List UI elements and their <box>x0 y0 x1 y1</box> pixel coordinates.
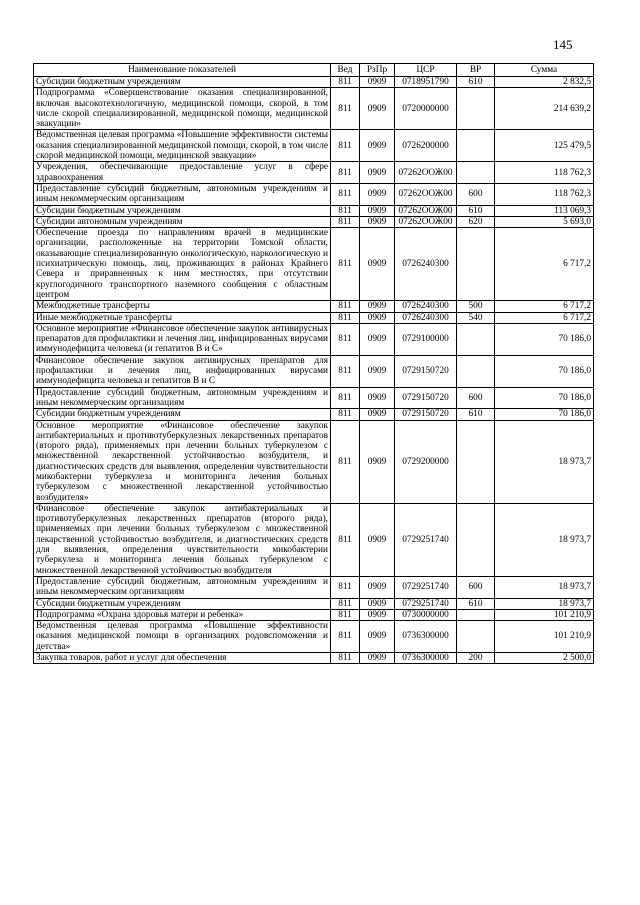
cell-rzpr: 0909 <box>360 301 395 312</box>
cell-name: Учреждения, обеспечивающие предоставление услуг в сфере здравоохранения <box>34 162 331 184</box>
cell-name: Финансовое обеспечение закупок антибактериальных и противотуберкулезных лекарственных препаратов (второго ряда), применяемых при лечении больных туберкулезом с множественной лекарственной устойчивостью возбудителя, и диагностических средств для выявления, определения чувствительности микобактерии туберкулеза и мониторинга лечения больных туберкулезом с множественной лекарственной устойчивостью возбудителя <box>34 503 331 576</box>
cell-name: Основное мероприятие «Финансовое обеспечение закупок антивирусных препаратов для профилактики и лечения лиц, инфицированных вирусами иммунодефицита человека (и гепатитов В и С» <box>34 323 331 355</box>
cell-csr: 0729150720 <box>395 387 457 409</box>
cell-name: Предоставление субсидий бюджетным, автономным учреждениям и иным некоммерческим организациям <box>34 576 331 598</box>
cell-sum: 118 762,3 <box>495 183 594 205</box>
cell-ved: 811 <box>331 621 360 653</box>
table-row <box>34 88 594 130</box>
cell-sum: 18 973,7 <box>495 420 594 503</box>
table-row <box>34 609 594 620</box>
cell-ved: 811 <box>331 301 360 312</box>
cell-rzpr: 0909 <box>360 88 395 130</box>
cell-name: Предоставление субсидий бюджетным, автономным учреждениям и иным некоммерческим организациям <box>34 183 331 205</box>
table-row <box>34 653 594 664</box>
table-row <box>34 409 594 420</box>
cell-sum: 6 717,2 <box>495 301 594 312</box>
cell-rzpr: 0909 <box>360 409 395 420</box>
cell-sum: 113 069,3 <box>495 205 594 216</box>
cell-sum: 125 479,5 <box>495 130 594 162</box>
table-row <box>34 301 594 312</box>
table-header-row <box>34 64 594 77</box>
table-row <box>34 312 594 323</box>
table-row <box>34 216 594 227</box>
cell-vr <box>457 420 495 503</box>
cell-ved: 811 <box>331 77 360 88</box>
cell-sum: 18 973,7 <box>495 598 594 609</box>
cell-ved: 811 <box>331 653 360 664</box>
cell-vr <box>457 228 495 301</box>
cell-csr: 0726240300 <box>395 301 457 312</box>
cell-ved: 811 <box>331 420 360 503</box>
cell-rzpr: 0909 <box>360 653 395 664</box>
cell-rzpr: 0909 <box>360 228 395 301</box>
cell-rzpr: 0909 <box>360 323 395 355</box>
cell-name: Иные межбюджетные трансферты <box>34 312 331 323</box>
cell-sum: 18 973,7 <box>495 503 594 576</box>
table-row <box>34 621 594 653</box>
table-row <box>34 420 594 503</box>
cell-sum: 2 832,5 <box>495 77 594 88</box>
cell-sum: 101 210,9 <box>495 621 594 653</box>
table-row <box>34 503 594 576</box>
cell-rzpr: 0909 <box>360 183 395 205</box>
table-row <box>34 162 594 184</box>
cell-sum: 18 973,7 <box>495 576 594 598</box>
cell-csr: 0726200000 <box>395 130 457 162</box>
header-csr: ЦСР <box>395 64 457 77</box>
cell-rzpr: 0909 <box>360 576 395 598</box>
cell-name: Субсидии бюджетным учреждениям <box>34 77 331 88</box>
cell-csr: 0729251740 <box>395 598 457 609</box>
cell-name: Подпрограмма «Совершенствование оказания специализированной, включая высокотехнологичную, медицинской помощи, скорой, в том числе скорой специализированной, медицинской помощи, медицинской эвакуации» <box>34 88 331 130</box>
cell-sum: 2 500,0 <box>495 653 594 664</box>
cell-name: Ведомственная целевая программа «Повышение эффективности системы оказания специализированной медицинской помощи, скорой, в том числе скорой медицинской помощи, медицинской эвакуации» <box>34 130 331 162</box>
cell-name: Предоставление субсидий бюджетным, автономным учреждениям и иным некоммерческим организациям <box>34 387 331 409</box>
cell-rzpr: 0909 <box>360 598 395 609</box>
cell-vr: 610 <box>457 409 495 420</box>
cell-csr: 0729150720 <box>395 355 457 387</box>
cell-vr: 610 <box>457 205 495 216</box>
cell-name: Субсидии бюджетным учреждениям <box>34 409 331 420</box>
cell-name: Субсидии автономным учреждениям <box>34 216 331 227</box>
cell-rzpr: 0909 <box>360 609 395 620</box>
cell-sum: 70 186,0 <box>495 323 594 355</box>
cell-sum: 70 186,0 <box>495 387 594 409</box>
cell-csr: 0718951790 <box>395 77 457 88</box>
cell-ved: 811 <box>331 409 360 420</box>
table-row <box>34 355 594 387</box>
cell-sum: 70 186,0 <box>495 409 594 420</box>
cell-vr <box>457 621 495 653</box>
table-body <box>34 77 594 664</box>
cell-csr: 0730000000 <box>395 609 457 620</box>
cell-csr: 0729251740 <box>395 503 457 576</box>
cell-ved: 811 <box>331 609 360 620</box>
table-row <box>34 323 594 355</box>
cell-rzpr: 0909 <box>360 130 395 162</box>
cell-ved: 811 <box>331 216 360 227</box>
cell-csr: 0729100000 <box>395 323 457 355</box>
cell-sum: 101 210,9 <box>495 609 594 620</box>
cell-name: Субсидии бюджетным учреждениям <box>34 205 331 216</box>
cell-ved: 811 <box>331 162 360 184</box>
cell-name: Финансовое обеспечение закупок антивирусных препаратов для профилактики и лечения лиц, инфицированных вирусами иммунодефицита человека и гепатитов В и С <box>34 355 331 387</box>
cell-vr <box>457 88 495 130</box>
page-number: 145 <box>553 37 573 52</box>
cell-name: Обеспечение проезда по направлениям врачей в медицинские организации, расположенные на территории Томской области, оказывающие специализированную онкологическую, наркологическую и психиатрическую помощь, лиц, проживающих в районах Крайнего Севера и приравненных к ним местностях, при отсутствии круглогодичного транспортного наземного сообщения с областным центром <box>34 228 331 301</box>
cell-ved: 811 <box>331 503 360 576</box>
cell-name: Закупка товаров, работ и услуг для обеспечения <box>34 653 331 664</box>
cell-sum: 6 717,2 <box>495 228 594 301</box>
cell-rzpr: 0909 <box>360 312 395 323</box>
cell-name: Субсидии бюджетным учреждениям <box>34 598 331 609</box>
cell-csr: 0720000000 <box>395 88 457 130</box>
cell-vr: 600 <box>457 576 495 598</box>
cell-vr <box>457 609 495 620</box>
cell-vr: 620 <box>457 216 495 227</box>
cell-vr <box>457 355 495 387</box>
cell-vr <box>457 323 495 355</box>
cell-name: Подпрограмма «Охрана здоровья матери и ребенка» <box>34 609 331 620</box>
table-row <box>34 205 594 216</box>
cell-rzpr: 0909 <box>360 205 395 216</box>
cell-ved: 811 <box>331 183 360 205</box>
cell-csr: 0729200000 <box>395 420 457 503</box>
cell-csr: 0736300000 <box>395 653 457 664</box>
header-rzpr: РзПр <box>360 64 395 77</box>
cell-ved: 811 <box>331 312 360 323</box>
cell-ved: 811 <box>331 323 360 355</box>
cell-rzpr: 0909 <box>360 355 395 387</box>
cell-csr: 0726240300 <box>395 312 457 323</box>
table-row <box>34 576 594 598</box>
cell-rzpr: 0909 <box>360 162 395 184</box>
cell-ved: 811 <box>331 130 360 162</box>
cell-csr: 07262ООЖ00 <box>395 183 457 205</box>
table-row <box>34 598 594 609</box>
table-row <box>34 183 594 205</box>
cell-vr <box>457 130 495 162</box>
budget-table <box>33 63 594 664</box>
cell-ved: 811 <box>331 88 360 130</box>
cell-sum: 118 762,3 <box>495 162 594 184</box>
cell-csr: 0726240300 <box>395 228 457 301</box>
cell-vr: 610 <box>457 77 495 88</box>
cell-sum: 6 717,2 <box>495 312 594 323</box>
cell-csr: 07262ООЖ00 <box>395 162 457 184</box>
cell-rzpr: 0909 <box>360 420 395 503</box>
cell-name: Ведомственная целевая программа «Повышение эффективности оказания медицинской помощи в организациях родовспоможения и детства» <box>34 621 331 653</box>
cell-csr: 0729251740 <box>395 576 457 598</box>
cell-rzpr: 0909 <box>360 77 395 88</box>
cell-rzpr: 0909 <box>360 503 395 576</box>
cell-name: Межбюджетные трансферты <box>34 301 331 312</box>
cell-vr: 610 <box>457 598 495 609</box>
header-name: Наименование показателей <box>34 64 331 77</box>
cell-vr <box>457 503 495 576</box>
cell-ved: 811 <box>331 387 360 409</box>
cell-vr: 540 <box>457 312 495 323</box>
cell-vr <box>457 162 495 184</box>
cell-ved: 811 <box>331 576 360 598</box>
cell-sum: 214 639,2 <box>495 88 594 130</box>
cell-csr: 07262ООЖ00 <box>395 205 457 216</box>
header-ved: Вед <box>331 64 360 77</box>
cell-vr: 200 <box>457 653 495 664</box>
cell-ved: 811 <box>331 598 360 609</box>
cell-csr: 07262ООЖ00 <box>395 216 457 227</box>
cell-name: Основное мероприятие «Финансовое обеспечение закупок антибактериальных и противотуберкулезных лекарственных препаратов (второго ряда), применяемых при лечении больных туберкулезом с множественной лекарственной устойчивостью возбудителя, и диагностических средств для выявления, определения чувствительности микобактерии туберкулеза и мониторинга лечения больных туберкулезом с множественной лекарственной устойчивостью возбудителя» <box>34 420 331 503</box>
cell-ved: 811 <box>331 355 360 387</box>
header-sum: Сумма <box>495 64 594 77</box>
table-row <box>34 228 594 301</box>
cell-ved: 811 <box>331 205 360 216</box>
header-vr: ВР <box>457 64 495 77</box>
cell-rzpr: 0909 <box>360 216 395 227</box>
cell-vr: 500 <box>457 301 495 312</box>
table-row <box>34 77 594 88</box>
cell-rzpr: 0909 <box>360 621 395 653</box>
cell-sum: 5 693,0 <box>495 216 594 227</box>
cell-vr: 600 <box>457 387 495 409</box>
cell-ved: 811 <box>331 228 360 301</box>
cell-rzpr: 0909 <box>360 387 395 409</box>
table-row <box>34 130 594 162</box>
cell-csr: 0729150720 <box>395 409 457 420</box>
cell-csr: 0736300000 <box>395 621 457 653</box>
cell-sum: 70 186,0 <box>495 355 594 387</box>
table-row <box>34 387 594 409</box>
cell-vr: 600 <box>457 183 495 205</box>
